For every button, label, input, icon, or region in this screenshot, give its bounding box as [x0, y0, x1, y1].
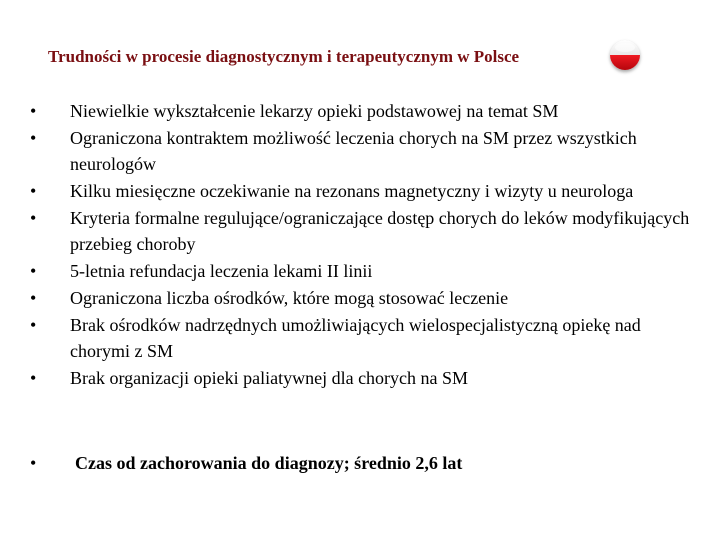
poland-flag-icon — [610, 40, 640, 70]
slide-title: Trudności w procesie diagnostycznym i terapeutycznym w Polsce — [48, 47, 520, 66]
bullet-icon: • — [30, 208, 37, 228]
list-item — [30, 98, 690, 124]
list-item-text: Brak ośrodków nadrzędnych umożliwiających wielospecjalistyczną opiekę nad chorymi z SM — [70, 315, 641, 361]
highlight-text: Czas od zachorowania do diagnozy; średnio 2,6 lat — [75, 453, 463, 473]
list-item — [30, 285, 690, 311]
list-item-text: Ograniczona liczba ośrodków, które mogą stosować leczenie — [70, 288, 509, 308]
bullet-icon: • — [30, 101, 37, 121]
bullet-icon: • — [30, 453, 37, 473]
highlight-item — [30, 450, 690, 476]
list-item-text: Niewielkie wykształcenie lekarzy opieki podstawowej na temat SM — [70, 101, 559, 121]
bullet-icon: • — [30, 181, 37, 201]
list-item — [30, 312, 690, 364]
list-item-text: Kilku miesięczne oczekiwanie na rezonans magnetyczny i wizyty u neurologa — [70, 181, 634, 201]
bullet-list — [30, 98, 690, 392]
bullet-icon: • — [30, 261, 37, 281]
list-item-text: Ograniczona kontraktem możliwość leczenia chorych na SM przez wszystkich neurologów — [70, 128, 637, 174]
bullet-icon: • — [30, 315, 37, 335]
list-item — [30, 365, 690, 391]
list-item-text: 5-letnia refundacja leczenia lekami II linii — [70, 261, 373, 281]
list-item — [30, 178, 690, 204]
list-item — [30, 125, 690, 177]
bullet-icon: • — [30, 128, 37, 148]
list-item — [30, 205, 690, 257]
list-item — [30, 258, 690, 284]
bullet-icon: • — [30, 288, 37, 308]
list-item-text: Kryteria formalne regulujące/ograniczające dostęp chorych do leków modyfikujących przebieg choroby — [70, 208, 690, 254]
list-item-text: Brak organizacji opieki paliatywnej dla chorych na SM — [70, 368, 469, 388]
bullet-icon: • — [30, 368, 37, 388]
